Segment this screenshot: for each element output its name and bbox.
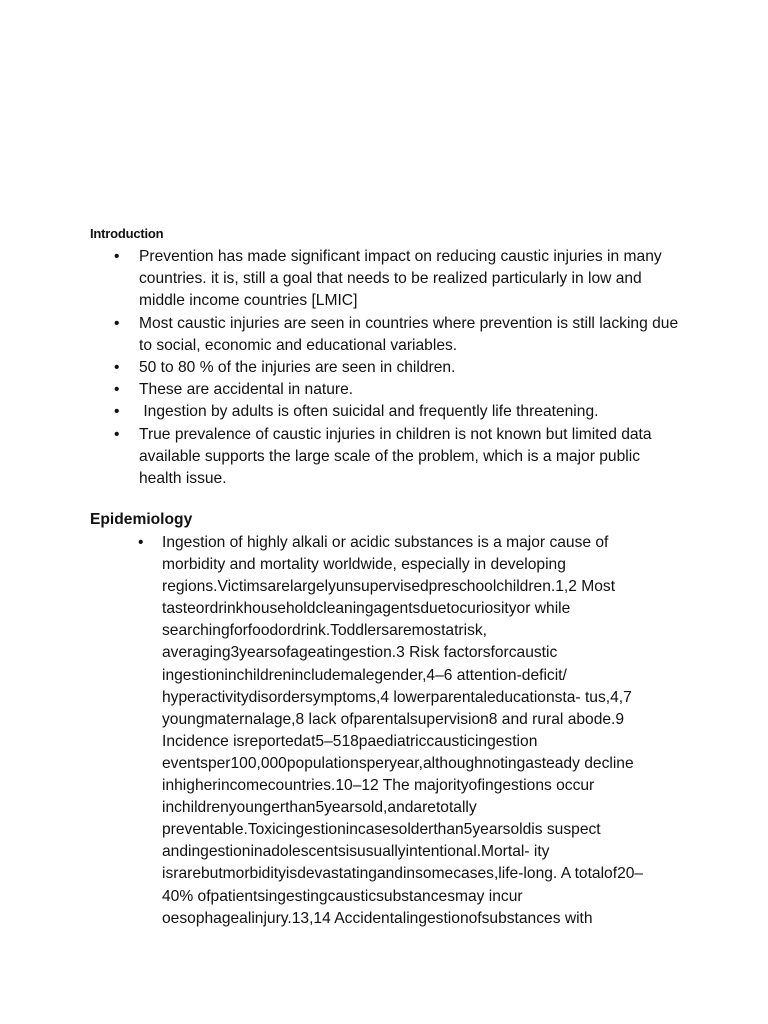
text-line: hyperactivitydisordersymptoms,4 lowerparentaleducationsta- tus,4,7 [162, 688, 632, 706]
bullet-icon: • [114, 403, 120, 421]
text-line: Ingestion of highly alkali or acidic substances is a major cause of [162, 534, 609, 551]
bullet-text: These are accidental in nature. [139, 381, 354, 399]
bullet-text: 50 to 80 % of the injuries are seen in children. [139, 359, 456, 377]
bullet-icon: • [114, 381, 120, 399]
bullet-text: True prevalence of caustic injuries in children is not known but limited data available supports the large scale of the problem, which is a major public health issue. [139, 425, 652, 488]
text-line: tasteordrinkhouseholdcleaningagentsduetocuriosityor while [162, 600, 571, 618]
bullet-icon: • [114, 359, 120, 377]
text-line: oesophagealinjury.13,14 Accidentalingestionofsubstances with [162, 909, 593, 927]
bullet-icon: • [138, 534, 144, 551]
text-line: averaging3yearsofageatingestion.3 Risk factorsforcaustic [162, 644, 558, 662]
bullet-icon: • [114, 425, 120, 443]
introduction-bullet-item [114, 379, 684, 401]
text-line: morbidity and mortality worldwide, especially in developing [162, 556, 566, 574]
introduction-bullet-list [114, 246, 684, 490]
introduction-bullet-item [114, 246, 684, 313]
epidemiology-bullet-list [138, 532, 678, 930]
text-line: 40% ofpatientsingestingcausticsubstancesmay incur [162, 887, 523, 905]
introduction-bullet-item [114, 424, 684, 491]
introduction-bullet-item [114, 401, 684, 423]
bullet-text: Most caustic injuries are seen in countries where prevention is still lacking due to social, economic and educational variables. [139, 314, 679, 354]
text-line: eventsper100,000populationsperyear,althoughnotingasteady decline [162, 754, 634, 772]
text-line: ingestioninchildrenincludemalegender,4–6 attention-deficit/ [162, 666, 567, 684]
introduction-heading: Introduction [90, 226, 164, 241]
epidemiology-paragraph [162, 532, 678, 930]
introduction-bullet-item [114, 357, 684, 379]
text-line: Incidence isreportedat5–518paediatriccausticingestion [162, 732, 538, 750]
bullet-text: Ingestion by adults is often suicidal and frequently life threatening. [139, 403, 599, 421]
epidemiology-heading: Epidemiology [90, 511, 193, 528]
text-line: regions.Victimsarelargelyunsupervisedpreschoolchildren.1,2 Most [162, 578, 616, 596]
text-line: israrebutmorbidityisdevastatingandinsomecases,life-long. A totalof20– [162, 865, 644, 883]
text-line: inhigherincomecountries.10–12 The majorityofingestions occur [162, 777, 595, 795]
bullet-icon: • [114, 314, 120, 332]
introduction-bullet-item [114, 313, 684, 357]
text-line: youngmaternalage,8 lack ofparentalsupervision8 and rural abode.9 [162, 710, 625, 728]
text-line: inchildrenyoungerthan5yearsold,andaretotally [162, 799, 477, 817]
epidemiology-bullet-item [138, 532, 678, 930]
text-line: searchingforfoodordrink.Toddlersaremostatrisk, [162, 622, 488, 640]
bullet-text: Prevention has made significant impact on reducing caustic injuries in many countries. it is, still a goal that needs to be realized particularly in low and middle income countries [LMIC] [139, 248, 662, 310]
bullet-icon: • [114, 248, 120, 265]
text-line: preventable.Toxicingestionincasesolderthan5yearsoldis suspect [162, 821, 601, 839]
text-line: andingestioninadolescentsisusuallyintentional.Mortal- ity [162, 843, 550, 861]
